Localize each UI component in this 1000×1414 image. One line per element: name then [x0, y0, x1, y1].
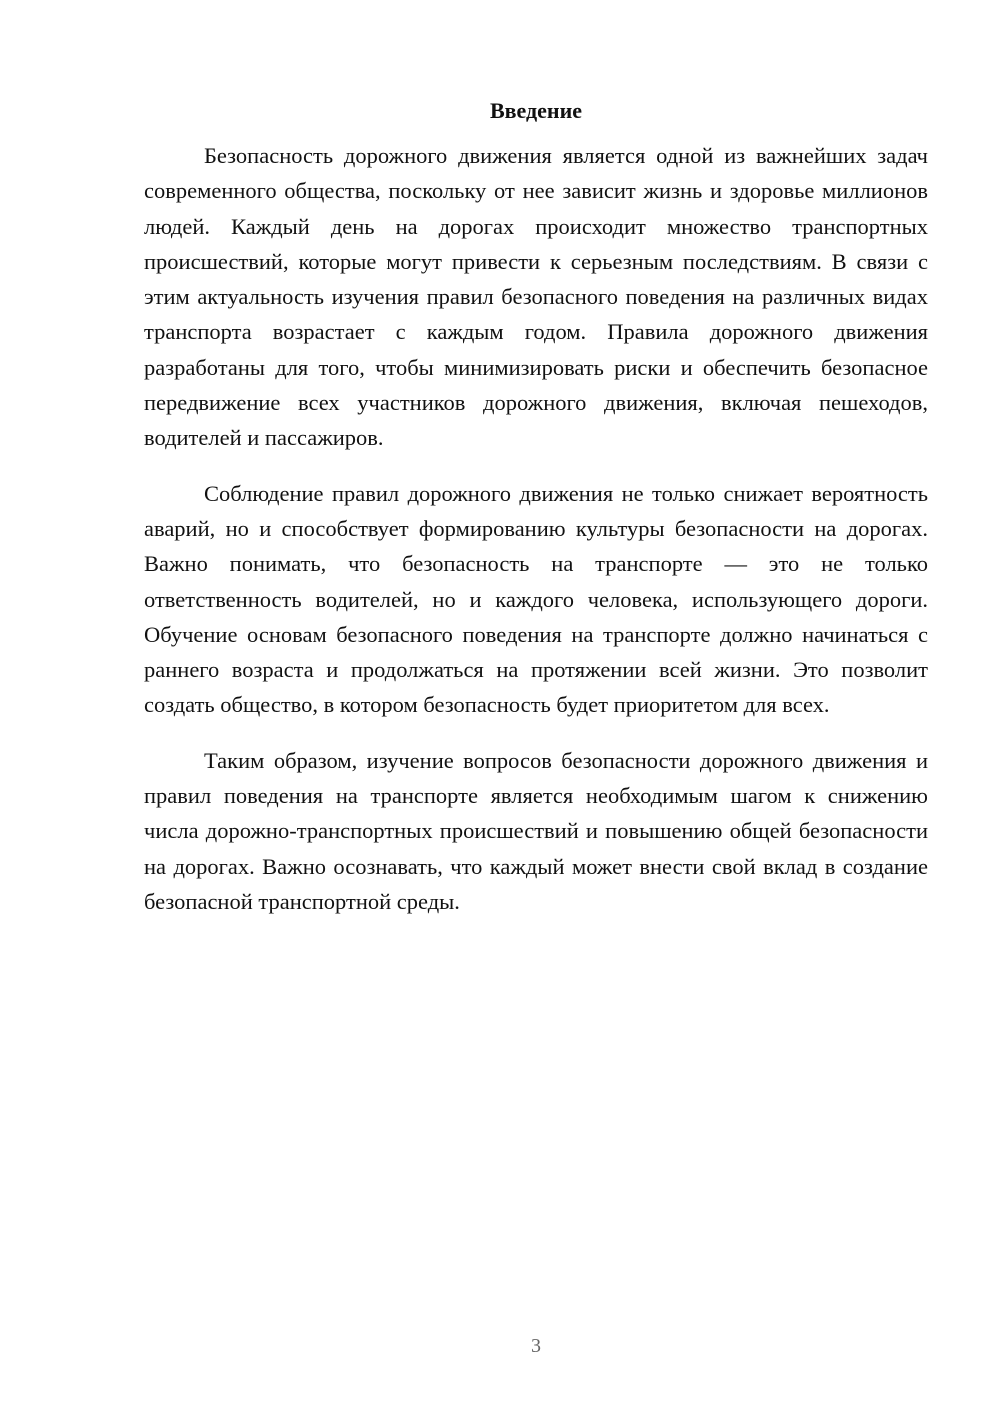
- paragraph-1: Безопасность дорожного движения является одной из важнейших задач современного общества, поскольку от нее зависит жизнь и здоровье миллионов людей. Каждый день на дорогах происходит множество транспортных происшествий, которые могут привести к серьезным последствиям. В связи с этим актуальность изучения правил безопасного поведения на различных видах транспорта возрастает с каждым годом. Правила дорожного движения разработаны для того, чтобы минимизировать риски и обеспечить безопасное передвижение всех участников дорожного движения, включая пешеходов, водителей и пассажиров.: [144, 143, 928, 451]
- paragraph-2: Соблюдение правил дорожного движения не только снижает вероятность аварий, но и способствует формированию культуры безопасности на дорогах. Важно понимать, что безопасность на транспорте — это не только ответственность водителей, но и каждого человека, использующего дороги. Обучение основам безопасного поведения на транспорте должно начинаться с раннего возраста и продолжаться на протяжении всей жизни. Это позволит создать общество, в котором безопасность будет приоритетом для всех.: [144, 480, 928, 718]
- paragraph-3: Таким образом, изучение вопросов безопасности дорожного движения и правил поведения на транспорте является необходимым шагом к снижению числа дорожно-транспортных происшествий и повышению общей безопасности на дорогах. Важно осознавать, что каждый может внести свой вклад в создание безопасной транспортной среды.: [144, 747, 928, 914]
- section-title: Введение: [489, 98, 583, 123]
- page-content: [144, 96, 928, 939]
- page-number: 3: [531, 1335, 541, 1357]
